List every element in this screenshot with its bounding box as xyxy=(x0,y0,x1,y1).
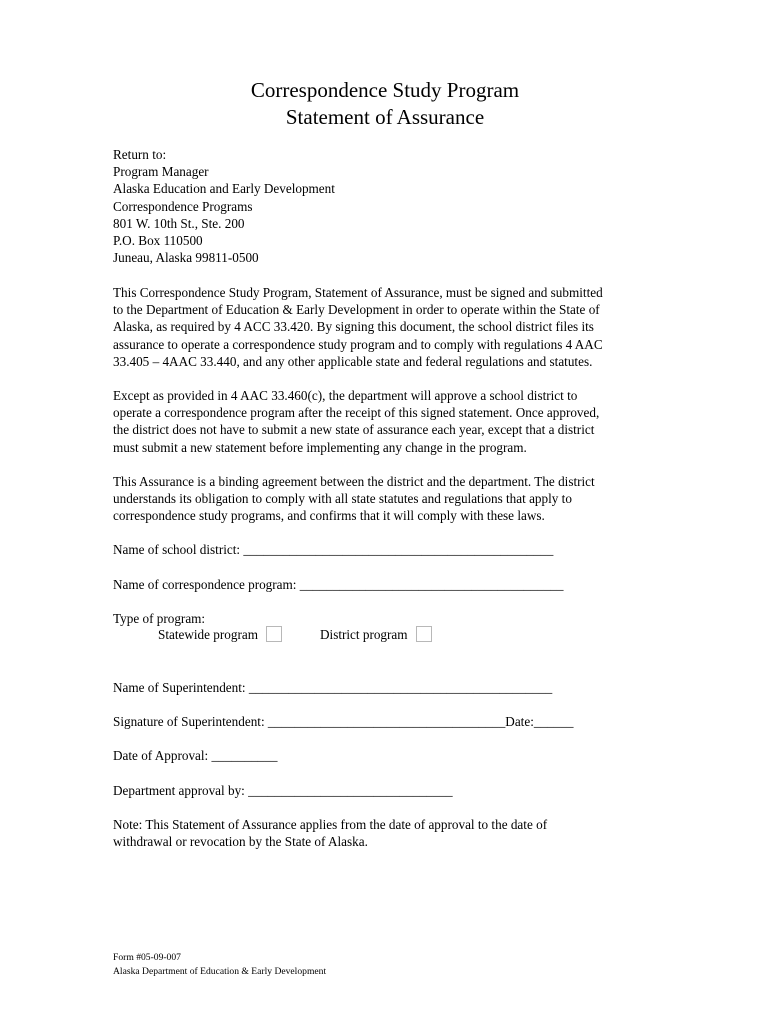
return-address-line: Correspondence Programs xyxy=(113,198,253,214)
title-line-1: Correspondence Study Program xyxy=(250,78,520,102)
district-program-checkbox[interactable] xyxy=(416,626,432,642)
paragraph-line: understands its obligation to comply with all state statutes and regulations that apply to xyxy=(113,491,572,507)
statewide-program-option xyxy=(158,626,282,643)
return-address-line: P.O. Box 110500 xyxy=(113,233,203,249)
return-address-line: Juneau, Alaska 99811-0500 xyxy=(113,250,259,266)
correspondence-program-field[interactable]: Name of correspondence program: ________________________________________ xyxy=(113,577,564,592)
district-program-option xyxy=(320,626,432,643)
school-district-field[interactable]: Name of school district: _______________________________________________ xyxy=(113,542,554,557)
department-approval-field[interactable]: Department approval by: _______________________________ xyxy=(113,783,453,798)
type-of-program-label: Type of program: xyxy=(113,611,206,626)
return-address-line: Program Manager xyxy=(113,164,209,180)
paragraph-line: assurance to operate a correspondence study program and to comply with regulations 4 AAC xyxy=(113,336,603,352)
return-address-line: Alaska Education and Early Development xyxy=(113,181,335,197)
superintendent-name-field[interactable]: Name of Superintendent: ______________________________________________ xyxy=(113,680,553,695)
statewide-program-label: Statewide program xyxy=(158,627,258,642)
paragraph-line: to the Department of Education & Early Development in order to operate within the State of xyxy=(113,302,600,318)
paragraph-line: This Correspondence Study Program, Statement of Assurance, must be signed and submitted xyxy=(113,285,603,300)
date-of-approval-field[interactable]: Date of Approval: __________ xyxy=(113,748,278,763)
return-address-line: Return to: xyxy=(113,147,167,162)
footer-department: Alaska Department of Education & Early Development xyxy=(113,966,327,977)
paragraph-approval xyxy=(113,387,658,456)
note-line: withdrawal or revocation by the State of Alaska. xyxy=(113,834,368,850)
note-paragraph xyxy=(113,816,658,850)
paragraph-line: 33.405 – 4AAC 33.440, and any other applicable state and federal regulations and statutes. xyxy=(113,353,593,369)
note-line: Note: This Statement of Assurance applies from the date of approval to the date of xyxy=(113,817,548,832)
return-address xyxy=(113,146,658,266)
document-title xyxy=(0,77,770,131)
superintendent-signature-field[interactable]: Signature of Superintendent: ____________________________________Date:______ xyxy=(113,714,574,729)
paragraph-line: This Assurance is a binding agreement between the district and the department. The district xyxy=(113,474,595,489)
paragraph-line: must submit a new statement before implementing any change in the program. xyxy=(113,439,527,455)
paragraph-requirement xyxy=(113,284,658,370)
district-program-label: District program xyxy=(320,627,408,642)
form-number: Form #05-09-007 xyxy=(113,952,181,963)
paragraph-line: Except as provided in 4 AAC 33.460(c), the department will approve a school district to xyxy=(113,388,578,403)
return-address-line: 801 W. 10th St., Ste. 200 xyxy=(113,215,245,231)
paragraph-line: the district does not have to submit a new state of assurance each year, except that a district xyxy=(113,422,595,438)
paragraph-line: correspondence study programs, and confirms that it will comply with these laws. xyxy=(113,508,545,524)
paragraph-line: operate a correspondence program after the receipt of this signed statement. Once approved, xyxy=(113,405,600,421)
statewide-program-checkbox[interactable] xyxy=(266,626,282,642)
title-line-2: Statement of Assurance xyxy=(285,105,485,129)
paragraph-line: Alaska, as required by 4 ACC 33.420. By signing this document, the school district files its xyxy=(113,319,594,335)
paragraph-agreement xyxy=(113,473,658,525)
